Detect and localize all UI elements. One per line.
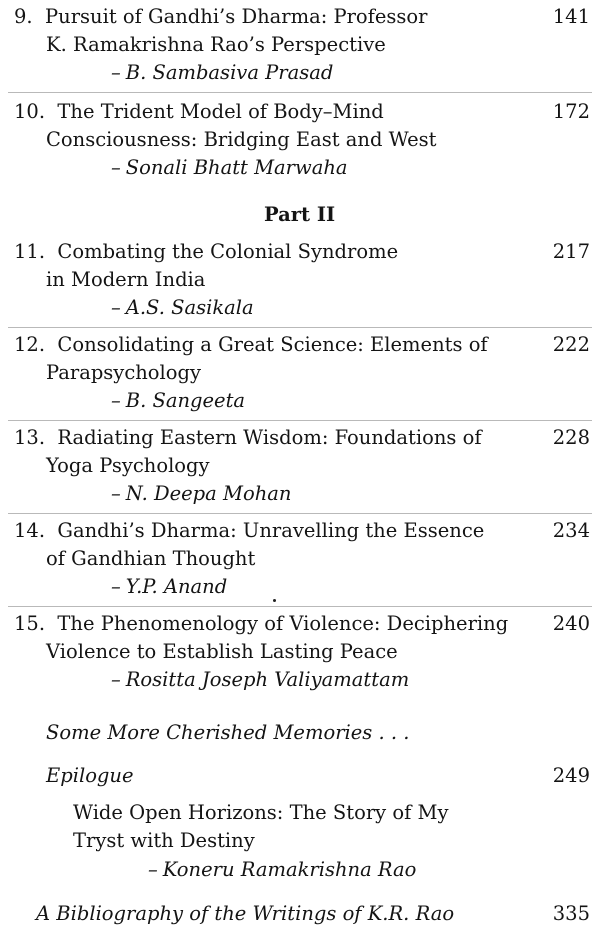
toc-entry-14-author: – Y.P. Anand [111, 575, 228, 598]
toc-entry-13-line1 [14, 426, 482, 450]
entry-title: Gandhi’s Dharma: Unravelling the Essence [57, 519, 485, 542]
divider [8, 92, 592, 93]
entry-number: 12. [14, 333, 46, 356]
toc-entry-15-page: 240 [552, 612, 590, 635]
divider [8, 420, 592, 421]
toc-entry-11-line2: in Modern India [46, 268, 206, 291]
part-heading: Part II [264, 203, 336, 226]
epilogue-title-line2: Tryst with Destiny [73, 829, 255, 852]
bibliography-title: A Bibliography of the Writings of K.R. Rao [36, 902, 455, 925]
divider [8, 327, 592, 328]
entry-number: 10. [14, 100, 46, 123]
toc-entry-9-line1 [14, 5, 428, 29]
entry-title: Consolidating a Great Science: Elements of [57, 333, 488, 356]
toc-entry-14-line1 [14, 519, 484, 543]
epilogue-label: Epilogue [46, 764, 134, 787]
divider [8, 606, 592, 607]
toc-entry-11-author: – A.S. Sasikala [111, 296, 254, 319]
toc-entry-10-author: – Sonali Bhatt Marwaha [111, 156, 348, 179]
toc-entry-12-line1 [14, 333, 488, 357]
entry-title: Pursuit of Gandhi’s Dharma: Professor [45, 5, 428, 28]
entry-title: Radiating Eastern Wisdom: Foundations of [57, 426, 482, 449]
toc-entry-13-line2: Yoga Psychology [46, 454, 210, 477]
entry-number: 15. [14, 612, 46, 635]
entry-number: 14. [14, 519, 46, 542]
divider [8, 513, 592, 514]
entry-number: 13. [14, 426, 46, 449]
toc-entry-15-line1 [14, 612, 508, 636]
toc-entry-12-page: 222 [552, 333, 590, 356]
toc-entry-9-page: 141 [552, 5, 590, 28]
toc-entry-13-author: – N. Deepa Mohan [111, 482, 292, 505]
epilogue-author: – Koneru Ramakrishna Rao [148, 858, 417, 881]
toc-entry-9-author: – B. Sambasiva Prasad [111, 61, 334, 84]
toc-entry-11-page: 217 [552, 240, 590, 263]
entry-title: Combating the Colonial Syndrome [57, 240, 399, 263]
toc-entry-14-line2: of Gandhian Thought [46, 547, 256, 570]
toc-entry-13-page: 228 [552, 426, 590, 449]
stray-dot [273, 599, 276, 602]
entry-title: The Trident Model of Body–Mind [57, 100, 384, 123]
memories-heading: Some More Cherished Memories . . . [46, 721, 410, 744]
bibliography-page: 335 [552, 902, 590, 925]
toc-entry-10-line1 [14, 100, 384, 124]
entry-number: 11. [14, 240, 46, 263]
toc-entry-11-line1 [14, 240, 398, 264]
entry-title: The Phenomenology of Violence: Deciphering [57, 612, 509, 635]
toc-entry-14-page: 234 [552, 519, 590, 542]
toc-entry-9-line2: K. Ramakrishna Rao’s Perspective [46, 33, 386, 56]
toc-entry-10-line2: Consciousness: Bridging East and West [46, 128, 437, 151]
toc-entry-15-line2: Violence to Establish Lasting Peace [46, 640, 398, 663]
toc-entry-12-author: – B. Sangeeta [111, 389, 246, 412]
toc-entry-15-author: – Rositta Joseph Valiyamattam [111, 668, 410, 691]
epilogue-page: 249 [552, 764, 590, 787]
entry-number: 9. [14, 5, 33, 28]
toc-entry-10-page: 172 [552, 100, 590, 123]
toc-entry-12-line2: Parapsychology [46, 361, 202, 384]
epilogue-title-line1: Wide Open Horizons: The Story of My [73, 801, 449, 824]
